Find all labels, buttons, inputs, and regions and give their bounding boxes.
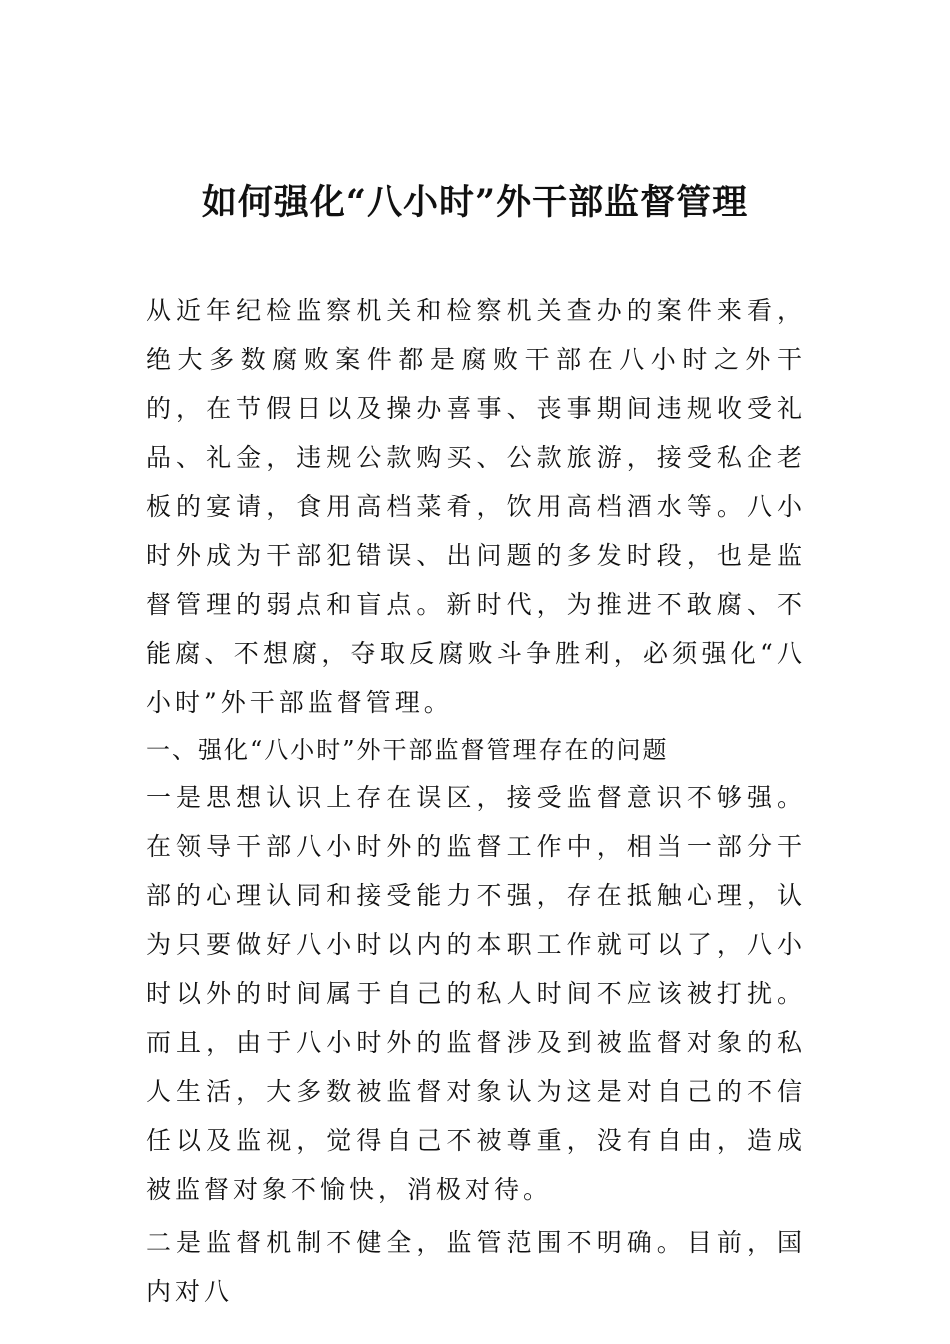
section-heading-1: 一、强化“八小时”外干部监督管理存在的问题 [146,736,669,764]
document-body [146,286,806,1316]
paragraph-point-1: 一是思想认识上存在误区，接受监督意识不够强。在领导干部八小时外的监督工作中，相当一部分干部的心理认同和接受能力不强，存在抵触心理，认为只要做好八小时以内的本职工作就可以了，八小时以外的时间属于自己的私人时间不应该被打扰。而且，由于八小时外的监督涉及到被监督对象的私人生活，大多数被监督对象认为这是对自己的不信任以及监视，觉得自己不被尊重，没有自由，造成被监督对象不愉快，消极对待。 [146,783,806,1204]
paragraph-point-2: 二是监督机制不健全，监管范围不明确。目前，国内对八 [146,1228,806,1306]
paragraph-intro: 从近年纪检监察机关和检察机关查办的案件来看，绝大多数腐败案件都是腐败干部在八小时之外干的，在节假日以及操办喜事、丧事期间违规收受礼品、礼金，违规公款购买、公款旅游，接受私企老板的宴请，食用高档菜肴，饮用高档酒水等。八小时外成为干部犯错误、出问题的多发时段，也是监督管理的弱点和盲点。新时代，为推进不敢腐、不能腐、不想腐，夺取反腐败斗争胜利，必须强化“八小时”外干部监督管理。 [146,296,806,717]
document-title: 如何强化“八小时”外干部监督管理 [201,182,749,224]
